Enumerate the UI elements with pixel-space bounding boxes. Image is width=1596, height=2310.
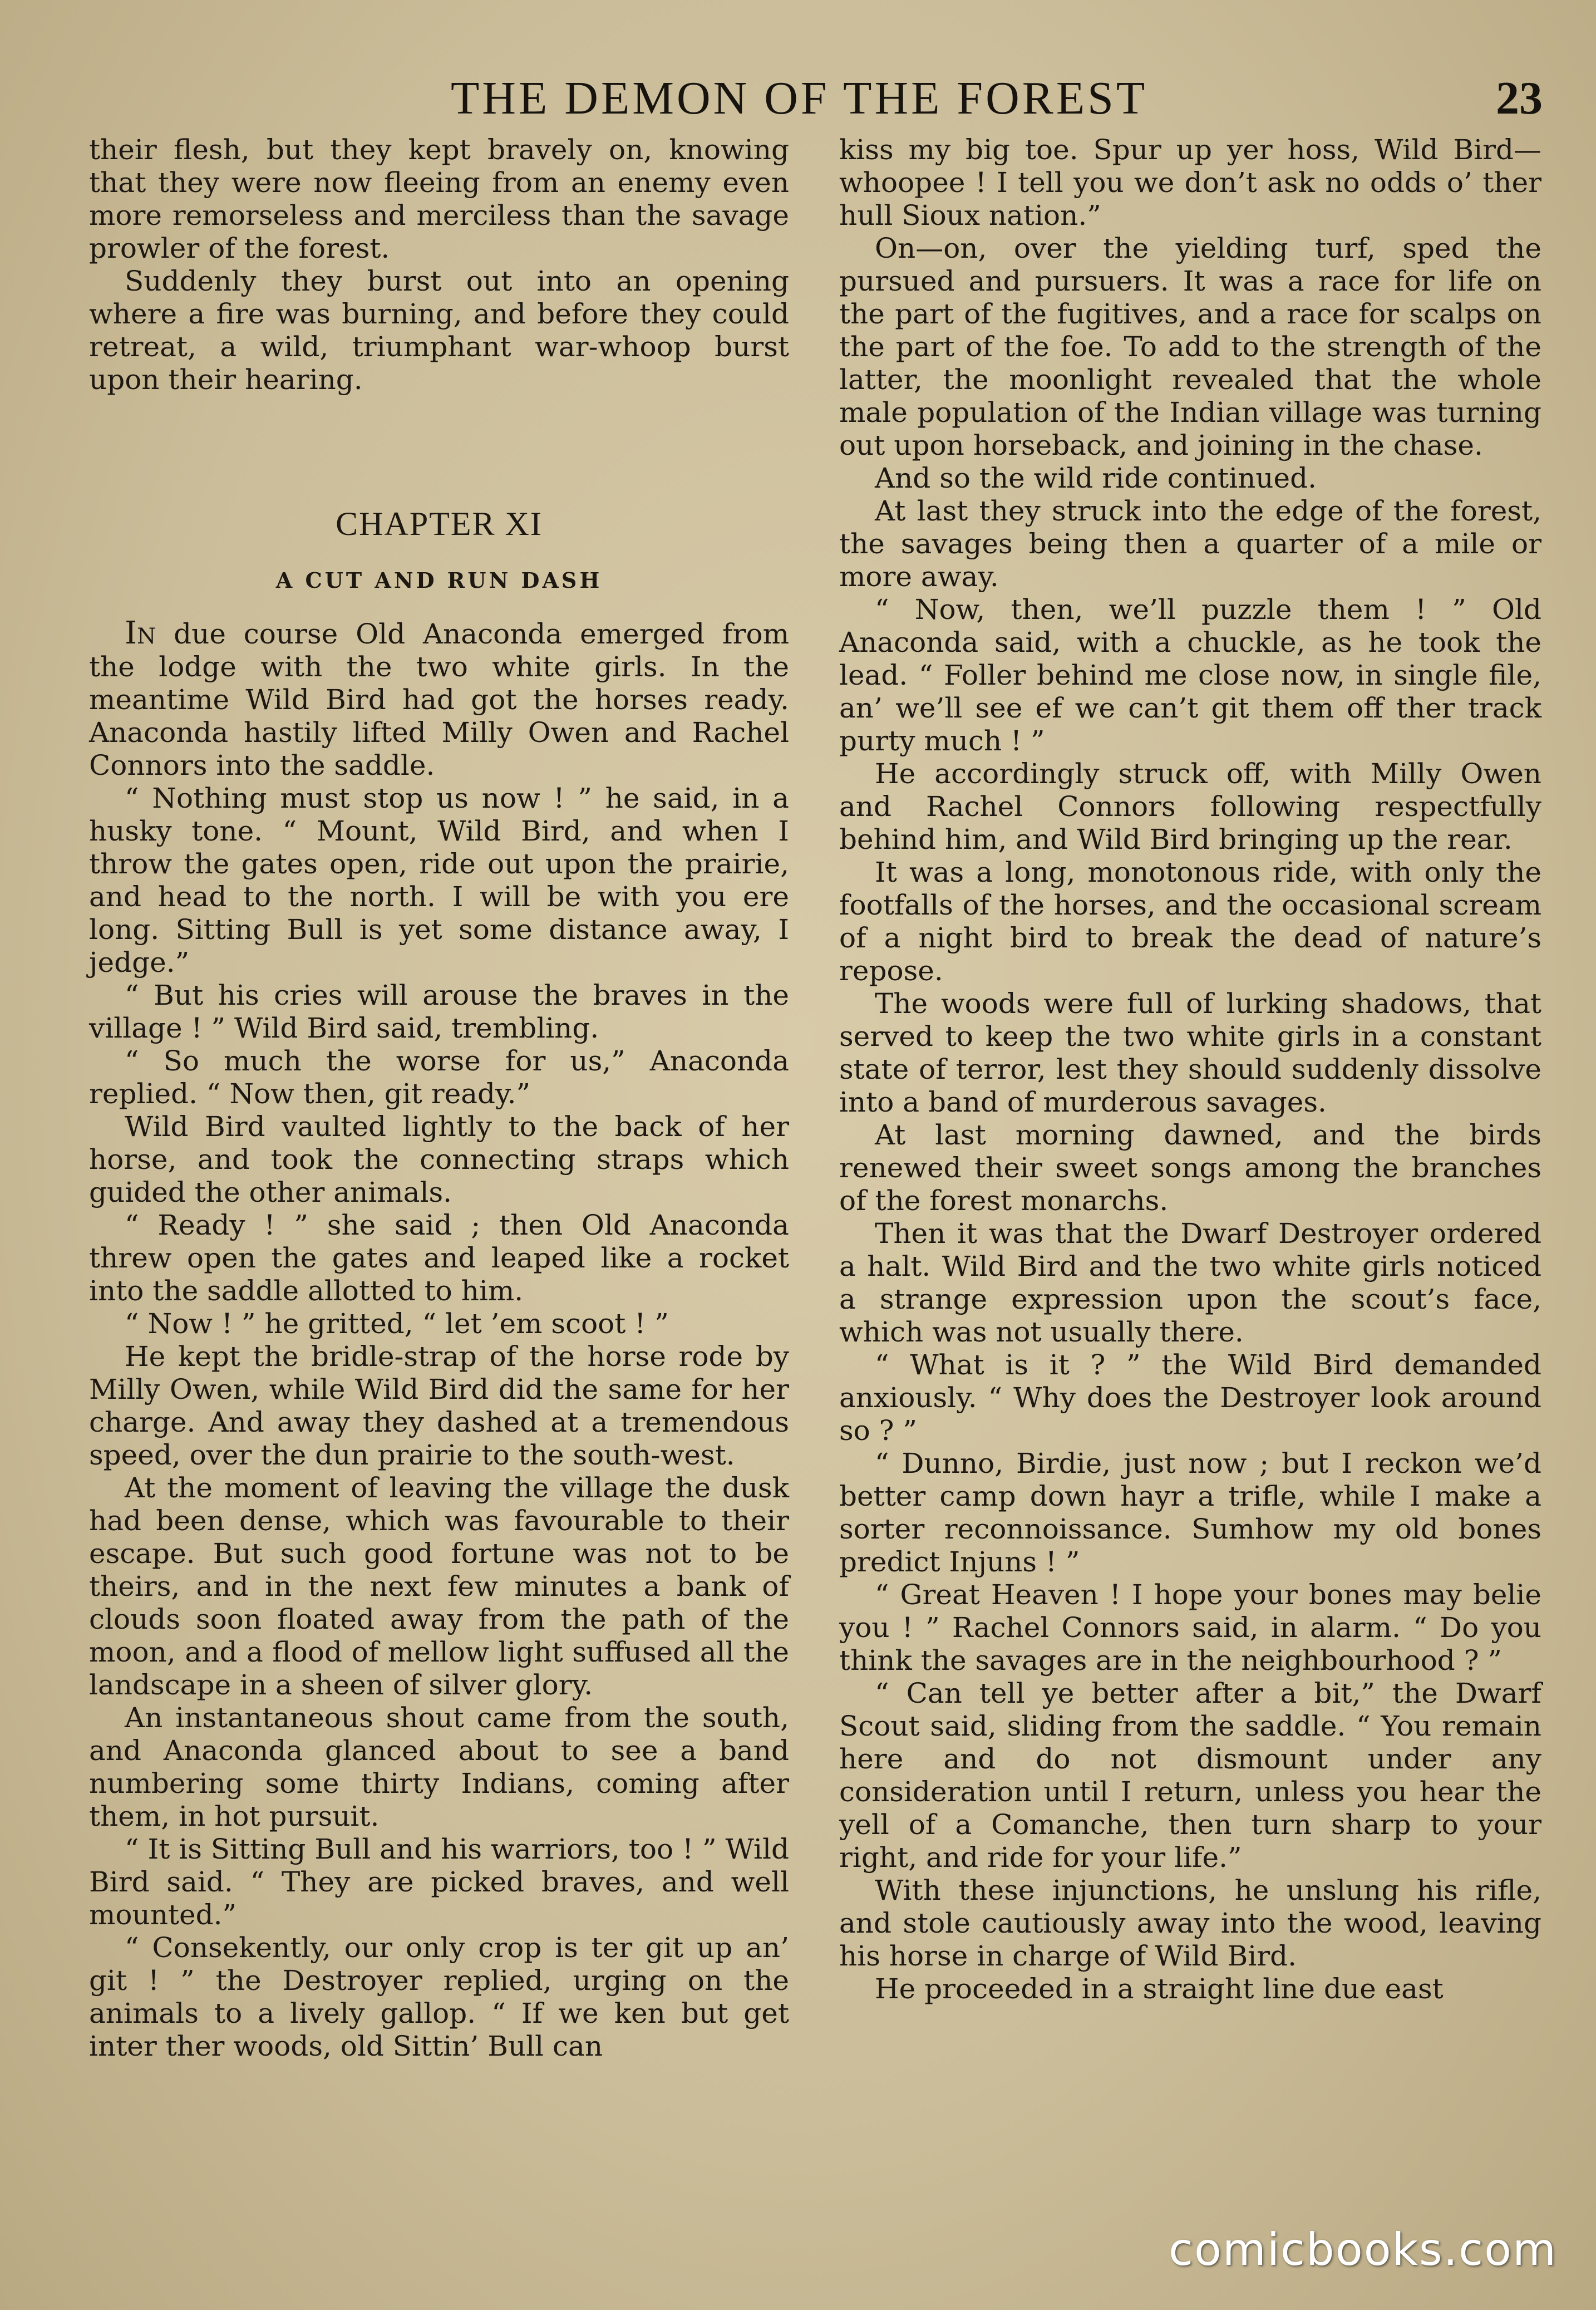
paragraph: “ Now ! ” he gritted, “ let ’em scoot ! ” (125, 1308, 669, 1340)
paragraph: their flesh, but they kept bravely on, knowing that they were now fleeing from an enemy even more remorseless and merciless than the savage prowler of the forest. (89, 134, 789, 264)
paragraph: And so the wild ride continued. (875, 462, 1317, 494)
paragraph: Then it was that the Dwarf Destroyer ordered a halt. Wild Bird and the two white girls noticed a strange expression upon the scout’s face, which was not usually there. (839, 1217, 1541, 1348)
paragraph: At last they struck into the edge of the forest, the savages being then a quarter of a mile or more away. (839, 495, 1541, 593)
paragraph: “ But his cries will arouse the braves in the village ! ” Wild Bird said, trembling. (89, 979, 789, 1044)
first-paragraph-text: due course Old Anaconda emerged from the lodge with the two white girls. In the meantime Wild Bird had got the horses ready. Anaconda hastily lifted Milly Owen and Rachel Connors into the saddle. (89, 618, 789, 782)
paragraph: Suddenly they burst out into an opening where a fire was burning, and before they could retreat, a wild, triumphant war-whoop burst upon their hearing. (89, 265, 789, 396)
paragraph: “ It is Sitting Bull and his warriors, too ! ” Wild Bird said. “ They are picked braves, and well mounted.” (89, 1833, 789, 1931)
running-header-title: THE DEMON OF THE FOREST (451, 72, 1148, 124)
chapter-heading: CHAPTER XI (336, 505, 543, 542)
paragraph: The woods were full of lurking shadows, that served to keep the two white girls in a constant state of terror, lest they should suddenly dissolve into a band of murderous savages. (839, 987, 1541, 1118)
watermark: comicbooks.com (1168, 2224, 1557, 2275)
first-word: In (125, 615, 156, 651)
chapter-subtitle: A CUT AND RUN DASH (275, 568, 603, 593)
paragraph: “ Now, then, we’ll puzzle them ! ” Old Anaconda said, with a chuckle, as he took the lead. “ Foller behind me close now, in single file, an’ we’ll see ef we can’t git them off ther track purty much ! ” (839, 593, 1541, 757)
left-column (89, 134, 789, 2063)
paragraph: Wild Bird vaulted lightly to the back of her horse, and took the connecting straps which guided the other animals. (89, 1110, 789, 1208)
page-number: 23 (1496, 72, 1543, 124)
paragraph: It was a long, monotonous ride, with only the footfalls of the horses, and the occasional scream of a night bird to break the dead of nature’s repose. (839, 856, 1541, 987)
paragraph: With these injunctions, he unslung his rifle, and stole cautiously away into the wood, leaving his horse in charge of Wild Bird. (839, 1874, 1541, 1972)
paragraph: An instantaneous shout came from the south, and Anaconda glanced about to see a band numbering some thirty Indians, coming after them, in hot pursuit. (89, 1702, 789, 1832)
paragraph: “ What is it ? ” the Wild Bird demanded anxiously. “ Why does the Destroyer look around so ? ” (839, 1349, 1541, 1447)
paragraph: He kept the bridle-strap of the horse rode by Milly Owen, while Wild Bird did the same for her charge. And away they dashed at a tremendous speed, over the dun prairie to the south-west. (89, 1340, 789, 1471)
right-column (839, 134, 1541, 2006)
paragraph: “ Great Heaven ! I hope your bones may belie you ! ” Rachel Connors said, in alarm. “ Do you think the savages are in the neighbourhood ? ” (839, 1579, 1541, 1677)
paragraph: At the moment of leaving the village the dusk had been dense, which was favourable to their escape. But such good fortune was not to be theirs, and in the next few minutes a bank of clouds soon floated away from the path of the moon, and a flood of mellow light suffused all the landscape in a sheen of silver glory. (89, 1472, 789, 1701)
paragraph: He proceeded in a straight line due east (875, 1973, 1444, 2005)
paragraph: He accordingly struck off, with Milly Owen and Rachel Connors following respectfully behind him, and Wild Bird bringing up the rear. (839, 758, 1541, 856)
paragraph: “ So much the worse for us,” Anaconda replied. “ Now then, git ready.” (89, 1045, 789, 1110)
paragraph: “ Dunno, Birdie, just now ; but I reckon we’d better camp down hayr a trifle, while I make a sorter reconnoissance. Sumhow my old bones predict Injuns ! ” (839, 1447, 1541, 1578)
paragraph: At last morning dawned, and the birds renewed their sweet songs among the branches of the forest monarchs. (839, 1119, 1541, 1217)
paragraph: On—on, over the yielding turf, sped the pursued and pursuers. It was a race for life on the part of the fugitives, and a race for scalps on the part of the foe. To add to the strength of the latter, the moonlight revealed that the whole male population of the Indian village was turning out upon horseback, and joining in the chase. (839, 232, 1541, 461)
paragraph: kiss my big toe. Spur up yer hoss, Wild Bird—whoopee ! I tell you we don’t ask no odds o’ ther hull Sioux nation.” (839, 134, 1541, 232)
paragraph: “ Consekently, our only crop is ter git up an’ git ! ” the Destroyer replied, urging on the animals to a lively gallop. “ If we ken but get inter ther woods, old Sittin’ Bull can (89, 1931, 789, 2062)
chapter-first-paragraph (89, 617, 789, 782)
paragraph: “ Can tell ye better after a bit,” the Dwarf Scout said, sliding from the saddle. “ You remain here and do not dismount under any consideration until I return, unless you hear the yell of a Comanche, then turn sharp to your right, and ride for your life.” (839, 1677, 1541, 1874)
paragraph: “ Ready ! ” she said ; then Old Anaconda threw open the gates and leaped like a rocket into the saddle allotted to him. (89, 1209, 789, 1307)
paragraph: “ Nothing must stop us now ! ” he said, in a husky tone. “ Mount, Wild Bird, and when I throw the gates open, ride out upon the prairie, and head to the north. I will be with you ere long. Sitting Bull is yet some distance away, I jedge.” (89, 782, 789, 979)
